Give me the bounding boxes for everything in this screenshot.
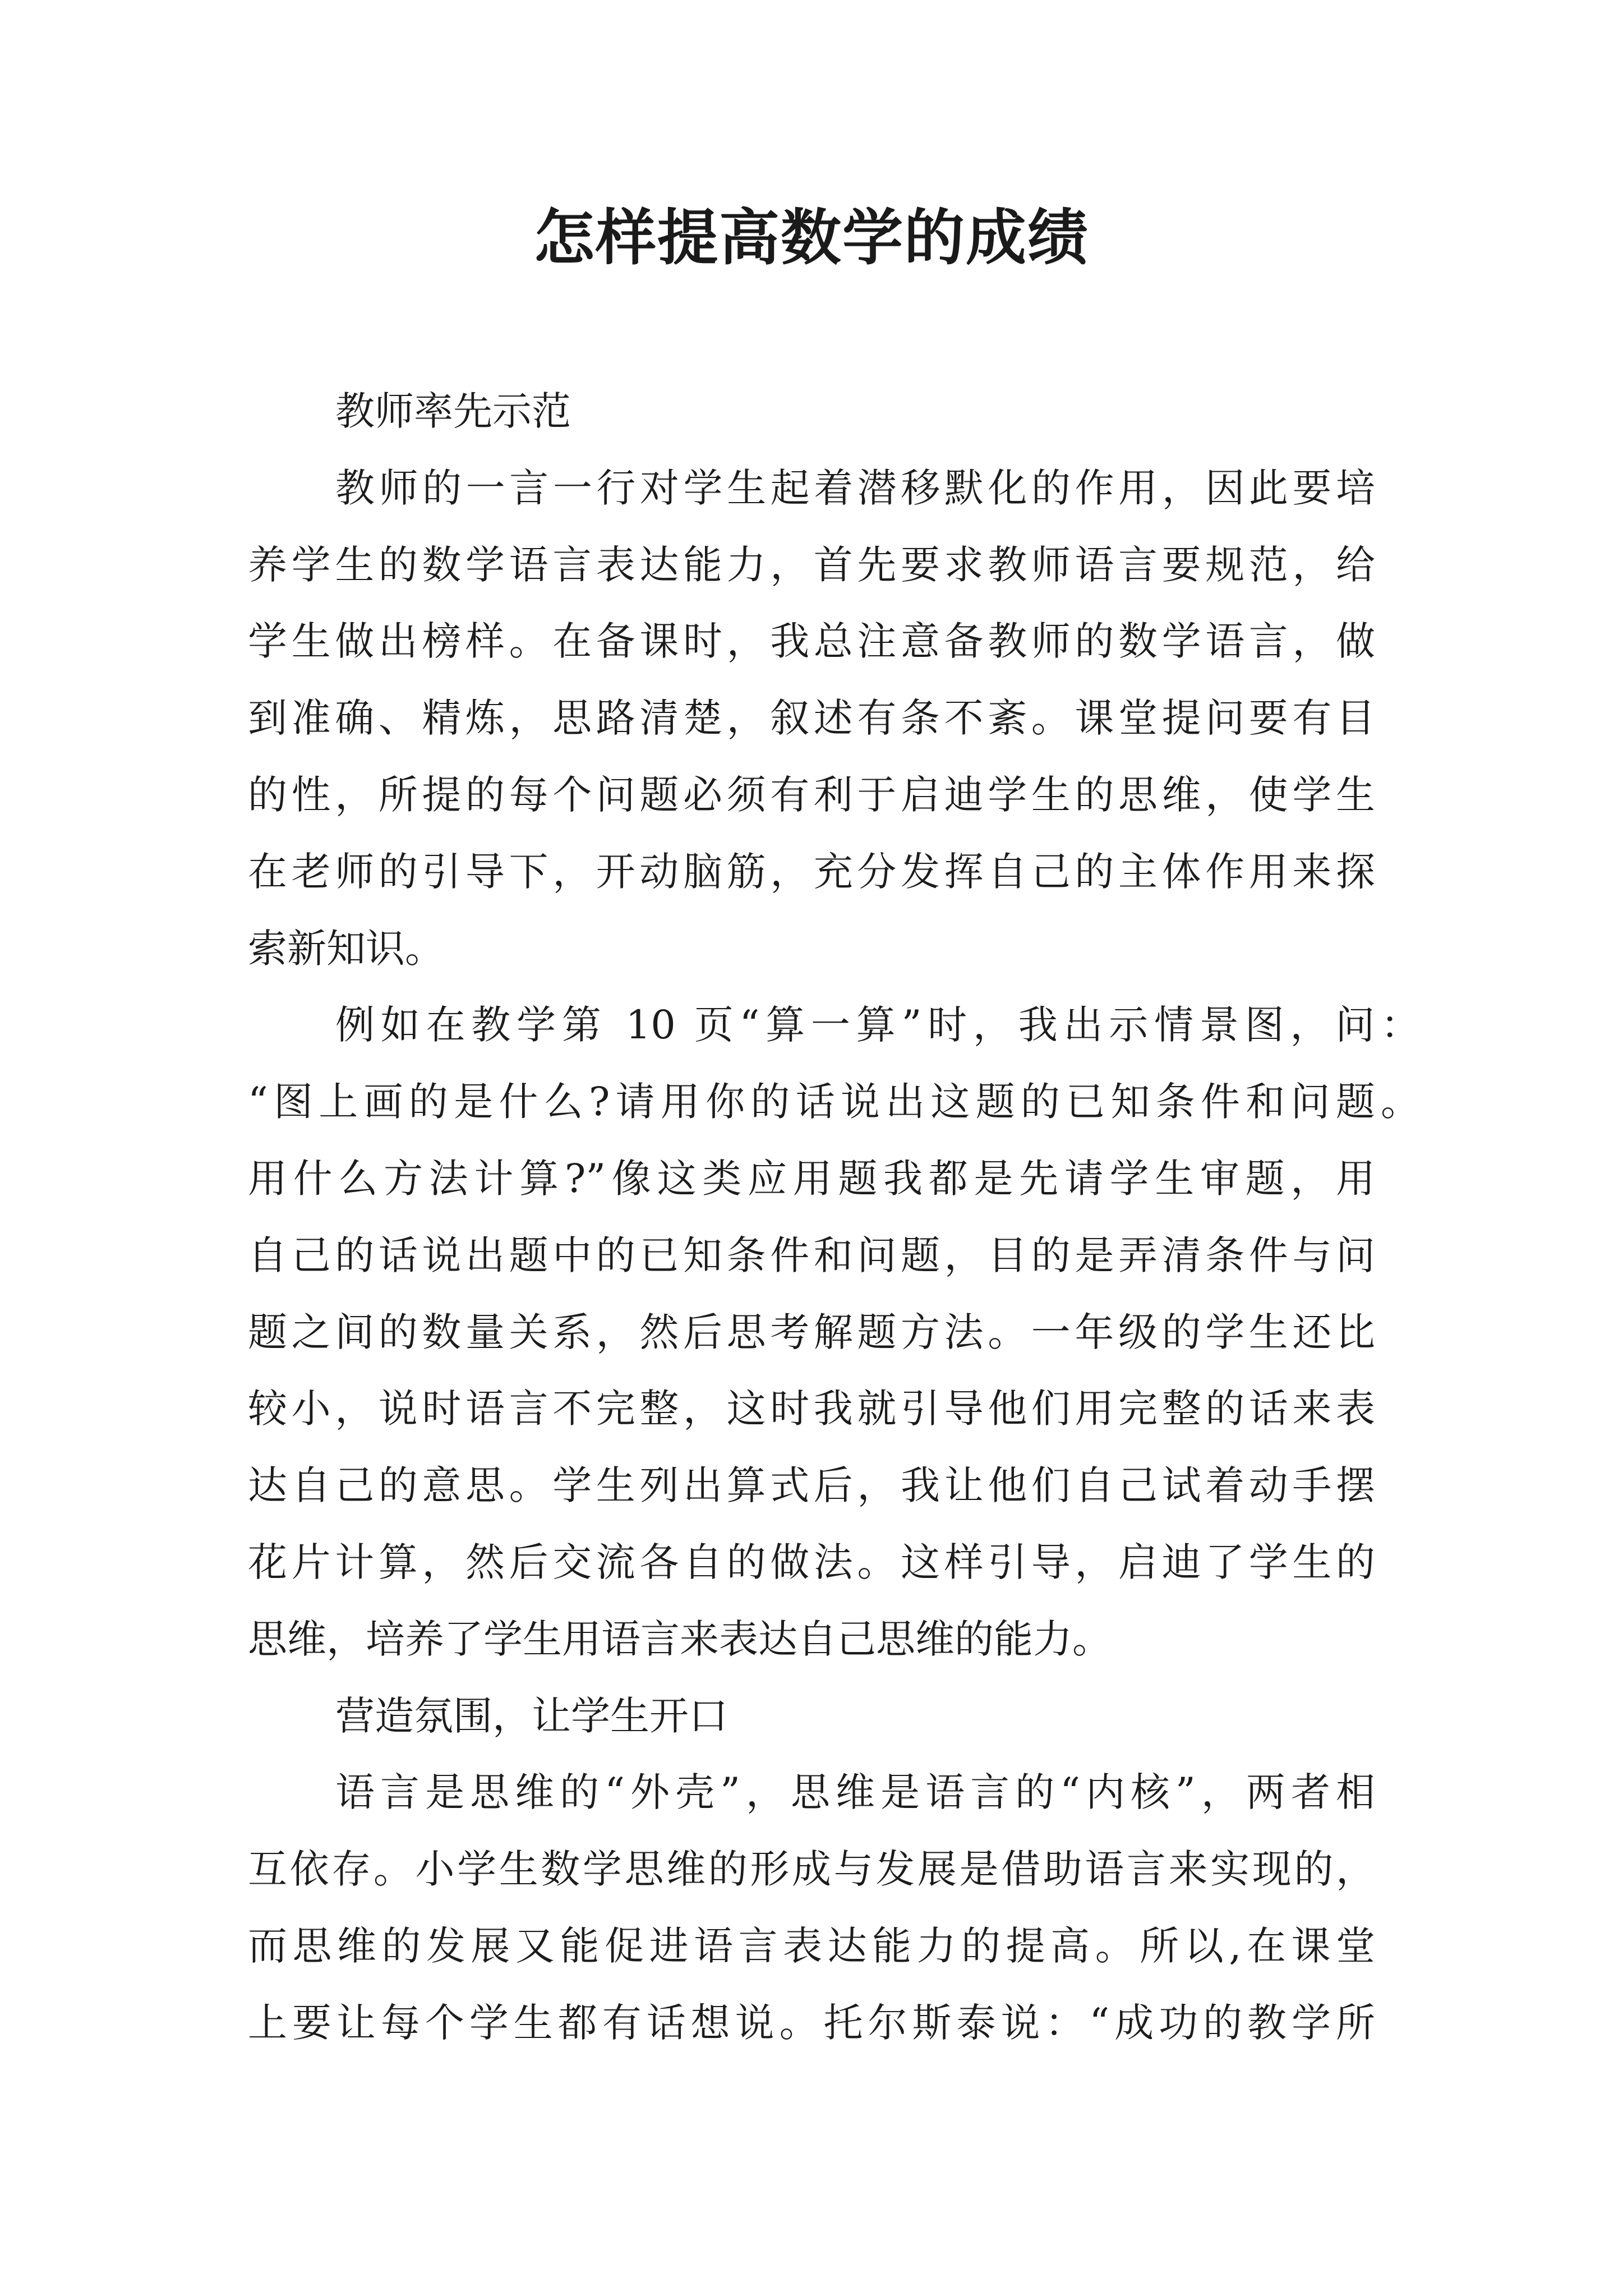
section-heading-teacher-example: 教师率先示范 (335, 388, 571, 434)
paragraph-line: 学生做出榜样。在备课时，我总注意备教师的数学语言，做 (248, 618, 1375, 664)
paragraph-line: 上要让每个学生都有话想说。托尔斯泰说：“成功的教学所 (248, 2000, 1375, 2046)
paragraph-line: 用什么方法计算?”像这类应用题我都是先请学生审题，用 (248, 1156, 1375, 1202)
paragraph-line: 教师的一言一行对学生起着潜移默化的作用，因此要培 (335, 465, 1375, 511)
paragraph-line: 思维，培养了学生用语言来表达自己思维的能力。 (248, 1616, 1112, 1662)
section-heading-atmosphere: 营造氛围，让学生开口 (335, 1693, 728, 1739)
paragraph-line: 较小，说时语言不完整，这时我就引导他们用完整的话来表 (248, 1386, 1375, 1432)
paragraph-line: 的性，所提的每个问题必须有利于启迪学生的思维，使学生 (248, 772, 1375, 818)
paragraph-line: 语言是思维的“外壳”，思维是语言的“内核”，两者相 (335, 1769, 1375, 1815)
paragraph-line: 自己的话说出题中的已知条件和问题，目的是弄清条件与问 (248, 1232, 1375, 1278)
paragraph-line: 达自己的意思。学生列出算式后，我让他们自己试着动手摆 (248, 1462, 1375, 1508)
paragraph-line: 到准确、精炼，思路清楚，叙述有条不紊。课堂提问要有目 (248, 695, 1375, 741)
paragraph-line: 互依存。小学生数学思维的形成与发展是借助语言来实现的， (248, 1846, 1375, 1892)
document-title: 怎样提高数学的成绩 (533, 203, 1089, 273)
paragraph-line: 索新知识。 (248, 926, 444, 972)
paragraph-line: 而思维的发展又能促进语言表达能力的提高。所以,在课堂 (248, 1923, 1375, 1969)
paragraph-line: 在老师的引导下，开动脑筋，充分发挥自己的主体作用来探 (248, 849, 1375, 895)
paragraph-line: 例如在教学第 10 页“算一算”时，我出示情景图，问： (335, 1002, 1420, 1048)
paragraph-line: 养学生的数学语言表达能力，首先要求教师语言要规范，给 (248, 542, 1375, 588)
paragraph-line: 花片计算，然后交流各自的做法。这样引导，启迪了学生的 (248, 1539, 1375, 1585)
paragraph-line: 题之间的数量关系，然后思考解题方法。一年级的学生还比 (248, 1309, 1375, 1355)
paragraph-line: “图上画的是什么?请用你的话说出这题的已知条件和问题。 (248, 1079, 1420, 1125)
